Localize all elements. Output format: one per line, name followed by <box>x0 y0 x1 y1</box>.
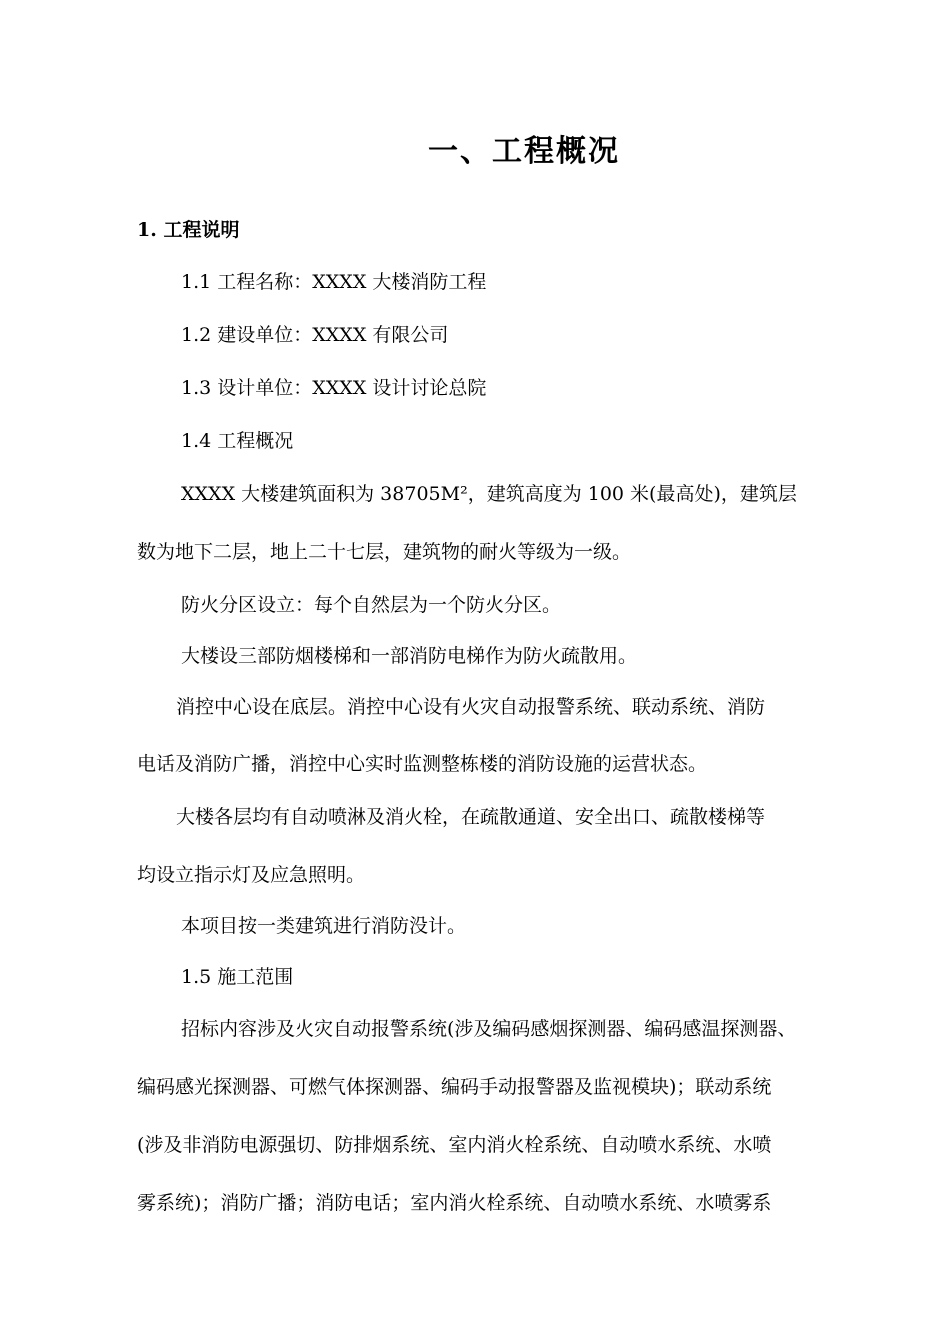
paragraph-line: 防火分区设立：每个自然层为一个防火分区。 <box>181 594 562 616</box>
paragraph-line: XXXX 大楼建筑面积为 38705M²，建筑高度为 100 米(最高处)，建筑层 <box>181 483 797 505</box>
page-title: 一、工程概况 <box>428 134 620 169</box>
paragraph-line: (涉及非消防电源强切、防排烟系统、室内消火栓系统、自动喷水系统、水喷 <box>137 1134 772 1156</box>
paragraph-line-designer: 1.3 设计单位：XXXX 设计讨论总院 <box>181 377 487 399</box>
paragraph-line-scope-heading: 1.5 施工范围 <box>181 966 294 988</box>
paragraph-line: 大楼设三部防烟楼梯和一部消防电梯作为防火疏散用。 <box>181 645 638 667</box>
paragraph-line: 本项目按一类建筑进行消防没计。 <box>181 915 467 937</box>
section-heading: 1. 工程说明 <box>137 219 240 241</box>
paragraph-line: 数为地下二层，地上二十七层，建筑物的耐火等级为一级。 <box>137 541 632 563</box>
paragraph-line: 招标内容涉及火灾自动报警系统(涉及编码感烟探测器、编码感温探测器、 <box>181 1018 797 1040</box>
paragraph-line: 雾系统)；消防广播；消防电话；室内消火栓系统、自动喷水系统、水喷雾系 <box>137 1192 772 1214</box>
paragraph-line: 均设立指示灯及应急照明。 <box>137 864 366 886</box>
paragraph-line: 大楼各层均有自动喷淋及消火栓，在疏散通道、安全出口、疏散楼梯等 <box>176 806 766 828</box>
paragraph-line: 消控中心设在底层。消控中心设有火灾自动报警系统、联动系统、消防 <box>176 696 766 718</box>
paragraph-line: 编码感光探测器、可燃气体探测器、编码手动报警器及监视模块)；联动系统 <box>137 1076 772 1098</box>
paragraph-line: 电话及消防广播，消控中心实时监测整栋楼的消防设施的运营状态。 <box>137 753 708 775</box>
paragraph-line-builder: 1.2 建设单位：XXXX 有限公司 <box>181 324 449 346</box>
paragraph-line-overview-heading: 1.4 工程概况 <box>181 430 294 452</box>
paragraph-line-project-name: 1.1 工程名称：XXXX 大楼消防工程 <box>181 271 487 293</box>
